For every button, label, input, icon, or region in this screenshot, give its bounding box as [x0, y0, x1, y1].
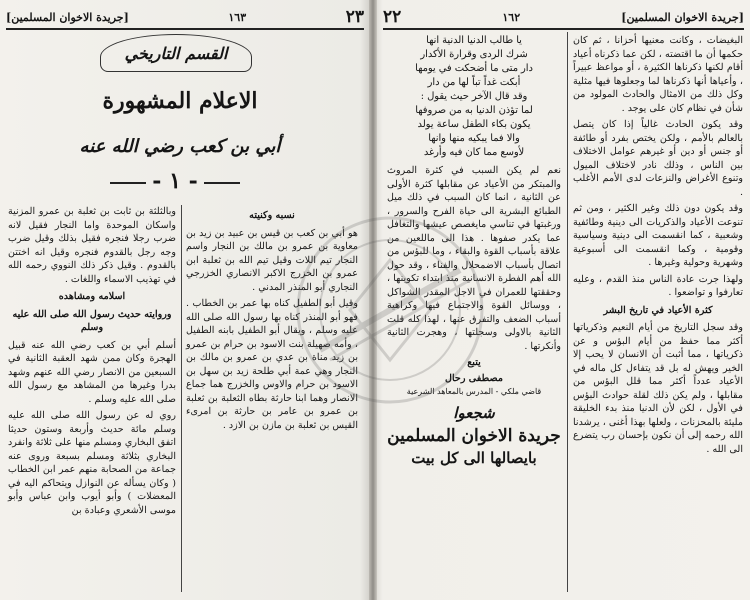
left-page-left-column — [8, 205, 176, 520]
right-page-number-big: ٢٢ — [383, 7, 402, 27]
right-journal-name: [جريدة الاخوان المسلمين] — [621, 10, 744, 24]
holidays-paragraph-2: وقد يكون الحادث غالياً إذا كان يتصل بالعالم بالأمم ، ولكن يختص بفرد أو طائفة أو جنس أو دين أو غيرهم عوامل الاختلاف بين الناس ، وذلك نادر لاختلاف الميول وتنوع الأغراض والنزعات لدى الأمم الأغلب . — [573, 119, 743, 198]
kunya-paragraph: وقيل أبو الطفيل كناه بها عمر بن الخطاب . فهو أبو المنذر كناه بها رسول الله صلى الله عليه وسلم ، ويقال أبو الطفيل بابنه الطفيل ، وأمه صهيلة بنت الاسود بن حرام بن عمرو بن زيد مناة بن عدي بن عمرو بن مالك بن النجار وهي عمة أبي طلحة زيد بن سهل بن الاسود بن حرام والاوس والخزرج هما جماع الانصار وهما ابنا حارثة بطاه الثعلبة بن ثعلبة بن عمرو بن عامر بن حارثة بن امرىء القيس بن ثعلبة بن مازن بن الازد . — [186, 298, 358, 431]
poem-line: شرك الردى وقرارة الأكدار — [420, 49, 528, 60]
right-page-left-column — [387, 34, 561, 465]
article-subtitle: أبي بن كعب رضي الله عنه — [79, 136, 281, 157]
left-page-header — [6, 6, 364, 30]
promo-encourage: شجعوا — [453, 403, 495, 422]
right-page-header — [383, 6, 744, 30]
lineage-paragraph: هو أبي بن كعب بن قيس بن عبيد بن زيد بن معاوية بن عمرو بن مالك بن النجار واسم النجار تيم اللات وقيل تيم الله بن ثعلبة ابن عمرو بن الخزرج الاكبر الانصاري الخزرجي النجاري أبو المنذر المدني . — [186, 227, 358, 293]
column-rule — [181, 205, 182, 592]
poem-line: لأوسع مما كان فيه وأرغد — [423, 147, 525, 158]
promo-every-home: بايصالها الى كل بيت — [411, 448, 537, 467]
holidays-paragraph-4: ولهذا جرت عادة الناس منذ القدم ، وعليه تعارفوا و تواضعوا . — [573, 273, 743, 298]
author-title: قاضي ملكي - المدرس بالمعاهد الشرعية — [406, 387, 542, 396]
poem-line: أبكت غداً تباً لها من دار — [427, 77, 521, 88]
islam-paragraph: أسلم أبي بن كعب رضي الله عنه قبيل الهجرة وكان ممن شهد العقبة الثانية في السبعين من الانصار رضي الله عنهم وشهد بدرا وغيرها من المشاهد مع رسول الله صلى الله عليه وسلم . — [8, 339, 176, 405]
poem-line: يكون بكاء الطفل ساعة يولد — [417, 119, 531, 130]
hadith-paragraph: روي له عن رسول الله صلى الله عليه وسلم مائة حديث وأربعة وستون حديثا اتفق البخاري ومسلم منها على ثلاثة وانفرد البخاري بثلاثة ومسلم بسبعة وروى عنه جماعة من الصحابة منهم عمر ابن الخطاب ( وكان يسأله عن النوازل ويتحاكم اليه في المعضلات ) وأبو أيوب وابن عباس وأبو موسى الأشعري وعبادة بن — [8, 410, 176, 516]
holidays-paragraph-3: وقد يكون دون ذلك وغير الكثير ، ومن ثم تنوعت الأعياد والذكريات الى دينية وطائفية وشعبية ، كما انقسمت الى دينية وسياسية وقومية ، وكما انقسمت الى أسبوعية وشهرية وحولية وغيرها . — [573, 203, 743, 268]
right-page — [377, 0, 750, 600]
right-page-right-column — [573, 34, 743, 459]
hadith-heading: وروايته حديث رسول الله صلى الله عليه وسلم — [12, 308, 172, 333]
najjar-paragraph: وبالثلثة بن ثابت بن ثعلبة بن عمرو المزنية واسكان الموحدة واما النجار فقيل لانه ضرب رجلا فنجره فقيل بذلك وقيل ضرب وجه رجل بالقدوم فنجره وقيل انه اختتن بالقدوم . وقيل ذكر ذلك النووي رحمه الله في تهذيب الاسماء واللغات . — [8, 206, 176, 285]
column-rule-right — [567, 32, 568, 592]
reasons-paragraph: نعم لم يكن السبب في كثرة المروث والمبتكر من الأعياد عن مقابلها كثرة الأولى عن الثانية ، انما كان السبب في ذلك ميل الطبائع البشرية الى حياة الفرح والسرور ، ورغبتها في تناسي مايغصص عيشها والتغافل عما يكدر صفوها . هذا الى ماللعين من علاقة بأسباب القوة والبقاء ، وما للبؤس من اتصال بأسباب الاضمحلال والفناء ، وقد حول الله أهم الفطرة الانسانية منذ ابتداء تكوينها ، وحققتها للعمران في الاجل المقدر الشواكل ، ووسائل القوة والاجتماع فيها وكراهية أسباب الضعف والتفرق عنها ، لهذا كله قلت الثانية بالاولى وسجلتها ، وهجرت الثانية وأنكرتها . — [387, 165, 561, 352]
article-main-title: الاعلام المشهورة — [102, 88, 258, 114]
left-page-right-column — [186, 205, 358, 435]
section-banner-text: القسم التاريخي — [124, 43, 228, 63]
author-name: مصطفى رحال — [445, 372, 503, 384]
poem-line: والا فما يبكيه منها وانها — [428, 133, 520, 144]
poem-line: يا طالب الدنيا الدنية انها — [426, 35, 522, 46]
history-paragraph: وقد سجل التاريخ من أيام النعيم وذكرياتها أكثر مما حفظ من أيام البؤس و عن ذكرياتها ، مما أثبت أن الانسان لا يحب إلا الخير ويهش له بل قد يتفاءل كل ماله في الأعياد عدداً أكثر مما قلل البؤس من مقابلها ، ولم يكن ذلك لقلة حوادث البؤس في الأول ، لكن لأن الدنيا منذ بدء الخليقة مليئة بالمحزنات ، ولعلها بهذا أغنى ، يرشدنا الله رحمه إلى أن نكون بإحسان رب يتضرع الى الله . — [573, 322, 743, 455]
many-holidays-heading: كثرة الأعياد في تاريخ البشر — [603, 304, 713, 316]
right-page-number-small: ١٦٢ — [502, 10, 521, 24]
poem-line: دار متى ما أضحكت في يومها — [415, 63, 533, 74]
part-number: - ١ - — [110, 168, 240, 196]
poem-line: وقد قال الآخر حيث يقول : — [420, 91, 528, 102]
holidays-paragraph-1: البغيضات ، وكانت معنيها أحزانا ، ثم كان حكمها أن ما اقتضته ، لكن عما ذكرناه أعياد أقام لكنها ذكرناها الكثيرة ، أو مواعظ عبيراً ، وأعياها أنها ذكرناها لما وجعلوها فيها مثلية وكل ذلك من الامثال والحادث المولود من شأن في نظام كان على يوجد . — [573, 35, 743, 114]
page-gutter — [369, 0, 377, 600]
left-page — [0, 0, 370, 600]
section-banner — [100, 34, 252, 72]
promo-journal-name: جريدة الاخوان المسلمين — [387, 426, 561, 446]
poem-line: لما تؤذن الدنيا به من صروفها — [415, 105, 533, 116]
left-journal-name: [جريدة الاخوان المسلمين] — [6, 10, 129, 24]
lineage-heading: نسبه وكنيته — [249, 210, 295, 221]
left-page-number-big: ٢٣ — [345, 7, 364, 27]
islam-heading: اسلامه ومشاهده — [58, 291, 126, 302]
continued-mark: يتبع — [467, 357, 481, 368]
left-page-number-small: ١٦٣ — [228, 10, 247, 24]
